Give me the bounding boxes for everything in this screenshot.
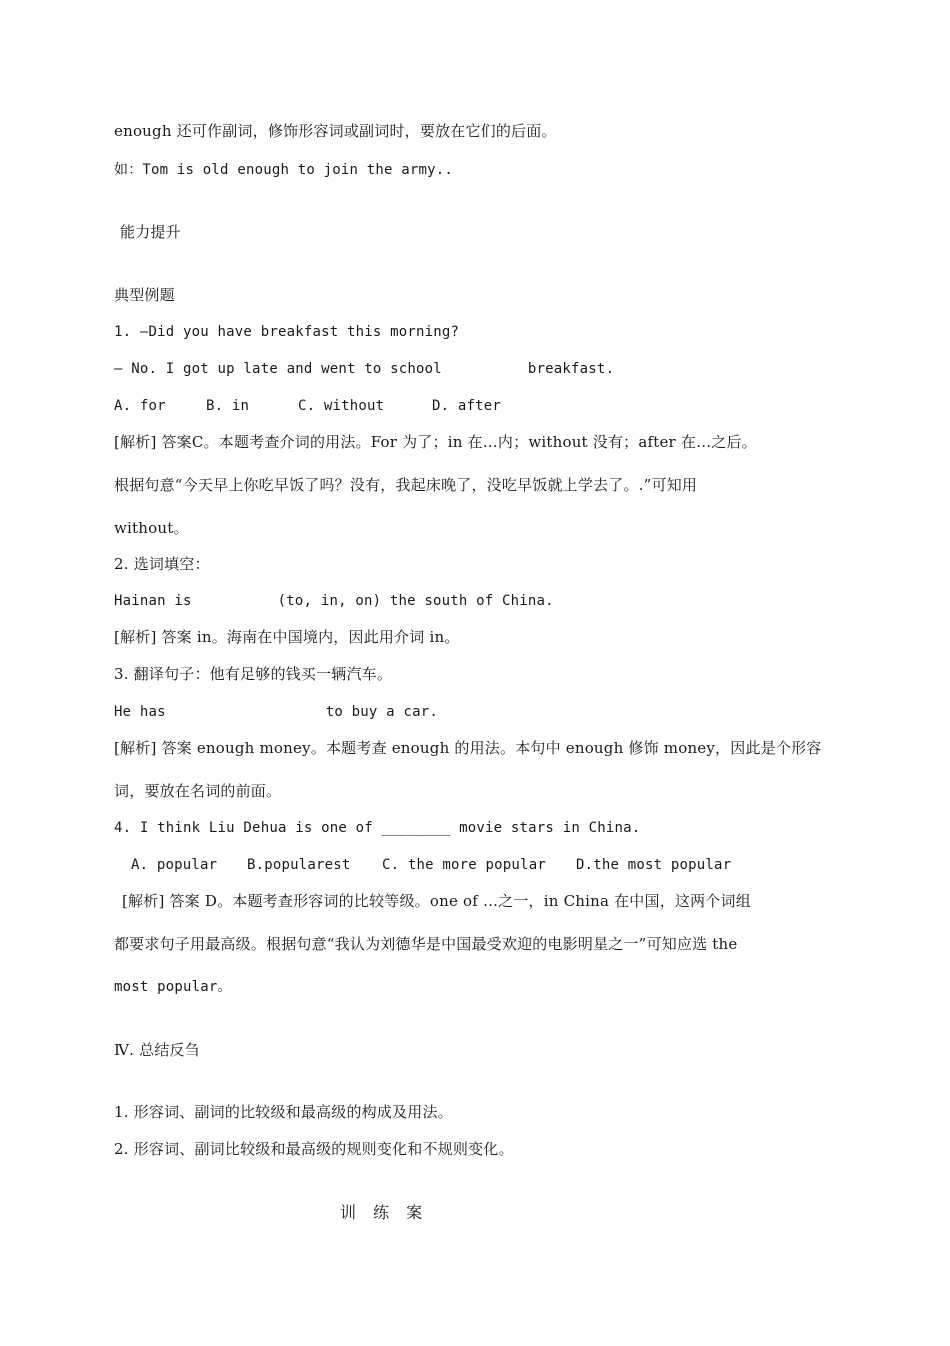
q4-option-a: A. popular	[131, 857, 218, 873]
q3-analysis-2: 词，要放在名词的前面。	[114, 782, 282, 800]
q1-question: 1. —Did you have breakfast this morning?	[114, 324, 460, 340]
q2-question: 2. 选词填空：	[114, 555, 210, 573]
q3-answer-line	[114, 702, 438, 722]
q4-option-d: D.the most popular	[576, 857, 732, 873]
q2-analysis: [解析] 答案 in。海南在中国境内，因此用介词 in。	[114, 628, 460, 646]
summary-title: Ⅳ. 总结反刍	[114, 1041, 200, 1059]
q4-analysis-3: most popular。	[114, 979, 232, 995]
q1-options	[114, 396, 501, 416]
q3-answer-after: to buy a car.	[325, 704, 438, 720]
q1-answer-after: breakfast.	[527, 361, 615, 377]
enough-adverb-note: enough 还可作副词，修饰形容词或副词时，要放在它们的后面。	[114, 122, 557, 140]
q1-answer-before: — No. I got up late and went to school	[114, 361, 442, 377]
enough-example: 如：Tom is old enough to join the army..	[114, 162, 454, 178]
q1-option-a: A. for	[114, 398, 166, 414]
q1-analysis-2: 根据句意“今天早上你吃早饭了吗？没有，我起床晚了，没吃早饭就上学去了。.”可知用	[114, 476, 698, 494]
q1-option-b: B. in	[206, 398, 250, 414]
q3-analysis-1: [解析] 答案 enough money。本题考查 enough 的用法。本句中 enough 修饰 money，因此是个形容	[114, 739, 822, 757]
q4-question: 4. I think Liu Dehua is one of ________ movie stars in China.	[114, 820, 641, 836]
summary-item-1: 1. 形容词、副词的比较级和最高级的构成及用法。	[114, 1103, 453, 1121]
summary-item-2: 2. 形容词、副词比较级和最高级的规则变化和不规则变化。	[114, 1140, 514, 1158]
q4-analysis-2: 都要求句子用最高级。根据句意“我认为刘德华是中国最受欢迎的电影明星之一”可知应选 the	[114, 935, 738, 953]
q2-answer-before: Hainan is	[114, 593, 192, 609]
q1-option-c: C. without	[298, 398, 385, 414]
training-heading: 训 练 案	[340, 1203, 429, 1222]
q4-options	[131, 855, 731, 875]
q1-analysis-1: [解析] 答案C。本题考查介词的用法。For 为了；in 在…内；without 没有；after 在…之后。	[114, 433, 757, 451]
q3-answer-before: He has	[114, 704, 166, 720]
q1-option-d: D. after	[432, 398, 502, 414]
q2-answer-after: (to, in, on) the south of China.	[277, 593, 554, 609]
section-ability: 能力提升	[120, 223, 181, 241]
q4-option-b: B.popularest	[247, 857, 351, 873]
q1-analysis-3: without。	[114, 519, 189, 537]
q1-answer-line	[114, 359, 614, 379]
q3-question: 3. 翻译句子：他有足够的钱买一辆汽车。	[114, 665, 393, 683]
q4-option-c: C. the more popular	[382, 857, 546, 873]
section-examples: 典型例题	[114, 286, 175, 304]
q2-answer-line	[114, 591, 554, 611]
q4-analysis-1: [解析] 答案 D。本题考查形容词的比较等级。one of …之一，in China 在中国，这两个词组	[122, 892, 751, 910]
